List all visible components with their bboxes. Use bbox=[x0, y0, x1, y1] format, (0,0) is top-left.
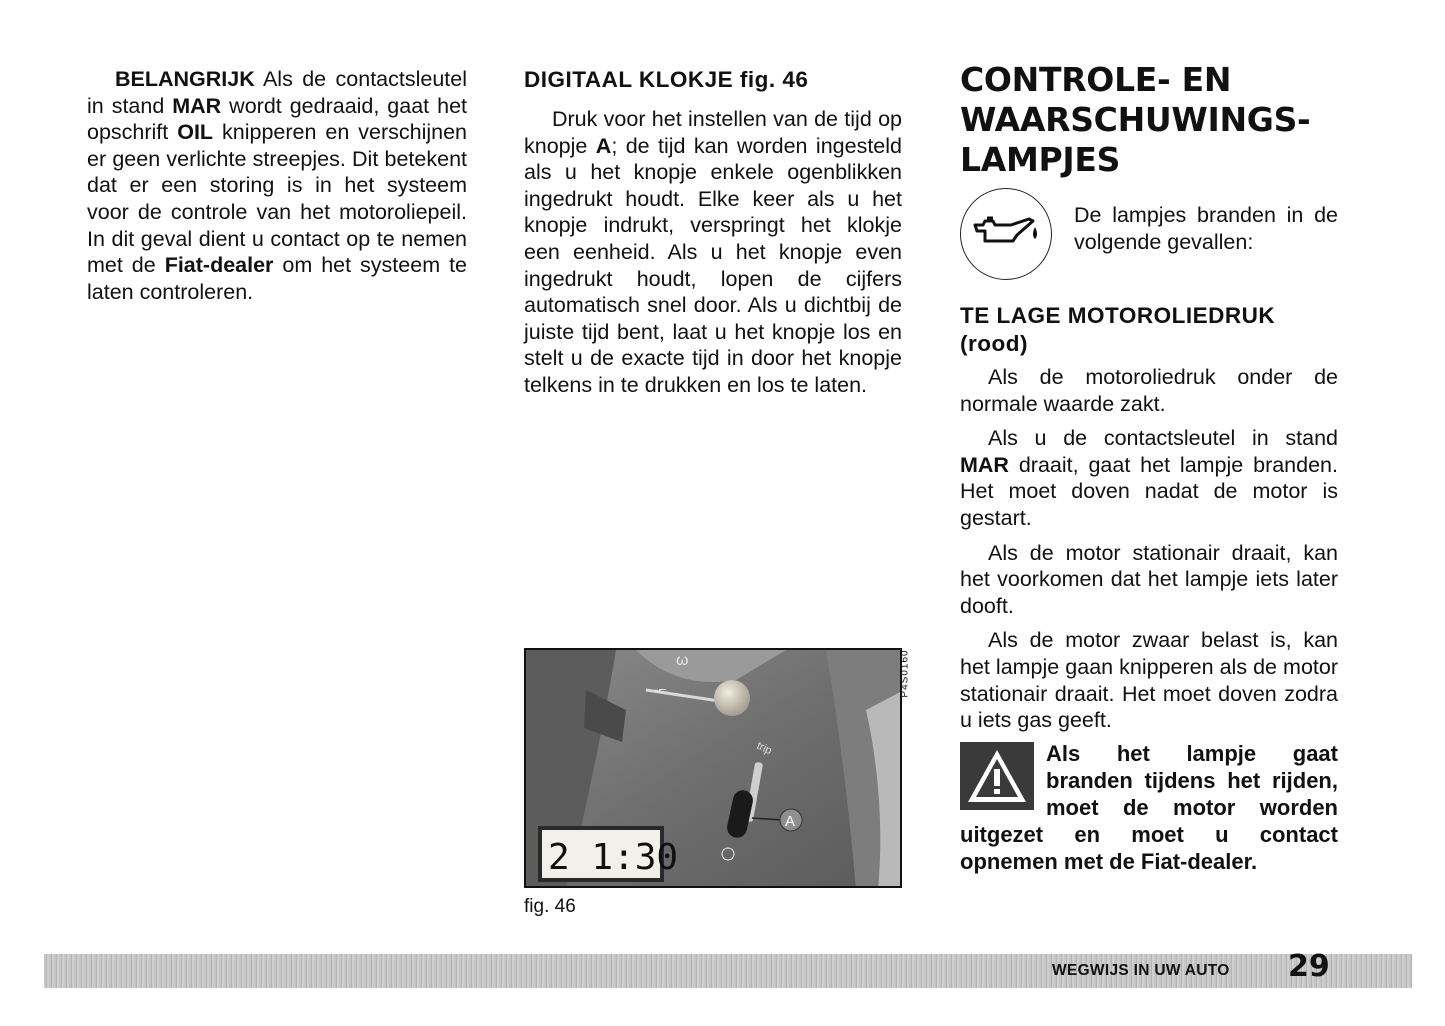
oil-intro-text: De lampjes branden in de volgende gevallen: bbox=[1074, 203, 1338, 254]
footer-section-label: WEGWIJS IN UW AUTO bbox=[1052, 962, 1230, 979]
paragraph-1: Als de motoroliedruk onder de normale waarde zakt. bbox=[960, 365, 1338, 416]
dashboard-photo bbox=[526, 650, 902, 888]
column-left bbox=[87, 66, 467, 305]
important-note: BELANGRIJK Als de contactsleutel in stand MAR wordt gedraaid, gaat het opschrift OIL knipperen en verschijnen er geen verlichte streepjes. Dit betekent dat er een storing is in het systeem voor de controle van het motoroliepeil. In dit geval dient u contact op te nemen met de Fiat-dealer om het systeem te laten controleren. bbox=[87, 67, 468, 304]
column-right bbox=[960, 60, 1338, 875]
section-title: CONTROLE- EN WAARSCHUWINGS- LAMPJES bbox=[960, 60, 1311, 179]
page-number: 29 bbox=[1288, 949, 1330, 984]
important-label: BELANGRIJK bbox=[115, 67, 255, 91]
warning-text: Als het lampje gaat branden tijdens het rijden, moet de motor worden uitgezet en moet u contact opnemen met de Fiat-dealer. bbox=[960, 740, 1338, 874]
clock-paragraph: Druk voor het instellen van de tijd op knopje A; de tijd kan worden ingesteld als u het knopje enkele ogenblikken ingedrukt houdt. Elke keer als u het knopje indrukt, verspringt het klokje een eenheid. Als u het knopje even ingedrukt houdt, lopen de cijfers automatisch snel door. Als u dichtbij de juiste tijd bent, laat u het knopje los en stelt u de exacte tijd in door het knopje telkens in te drukken en los te laten. bbox=[524, 107, 902, 397]
figure-46 bbox=[524, 648, 902, 888]
oil-can-icon bbox=[960, 188, 1052, 280]
svg-text:ω: ω bbox=[676, 652, 689, 669]
paragraph-3: Als de motor stationair draait, kan het voorkomen dat het lampje iets later dooft. bbox=[960, 540, 1338, 618]
trip-label: trip bbox=[754, 739, 774, 758]
warning-block bbox=[960, 740, 1338, 875]
button-a-label: A bbox=[785, 813, 796, 830]
column-middle bbox=[524, 64, 902, 399]
warning-triangle-icon bbox=[960, 742, 1034, 810]
figure-id: P4S0160 bbox=[899, 649, 911, 698]
clock-heading: DIGITAAL KLOKJE fig. 46 bbox=[524, 67, 809, 92]
low-oil-pressure-heading: TE LAGE MOTOROLIEDRUK (rood) bbox=[960, 303, 1276, 356]
oil-intro bbox=[960, 188, 1338, 294]
figure-caption: fig. 46 bbox=[524, 896, 576, 917]
clock-display: 2 1:30 bbox=[548, 837, 679, 878]
paragraph-2: Als u de contactsleutel in stand MAR draait, gaat het lampje branden. Het moet doven nadat de motor is gestart. bbox=[960, 426, 1338, 530]
svg-text:‑⌐: ‑⌐ bbox=[654, 681, 667, 697]
paragraph-4: Als de motor zwaar belast is, kan het lampje gaan knipperen als de motor stationair draait. Het moet doven zodra u iets gas geeft. bbox=[960, 628, 1338, 733]
